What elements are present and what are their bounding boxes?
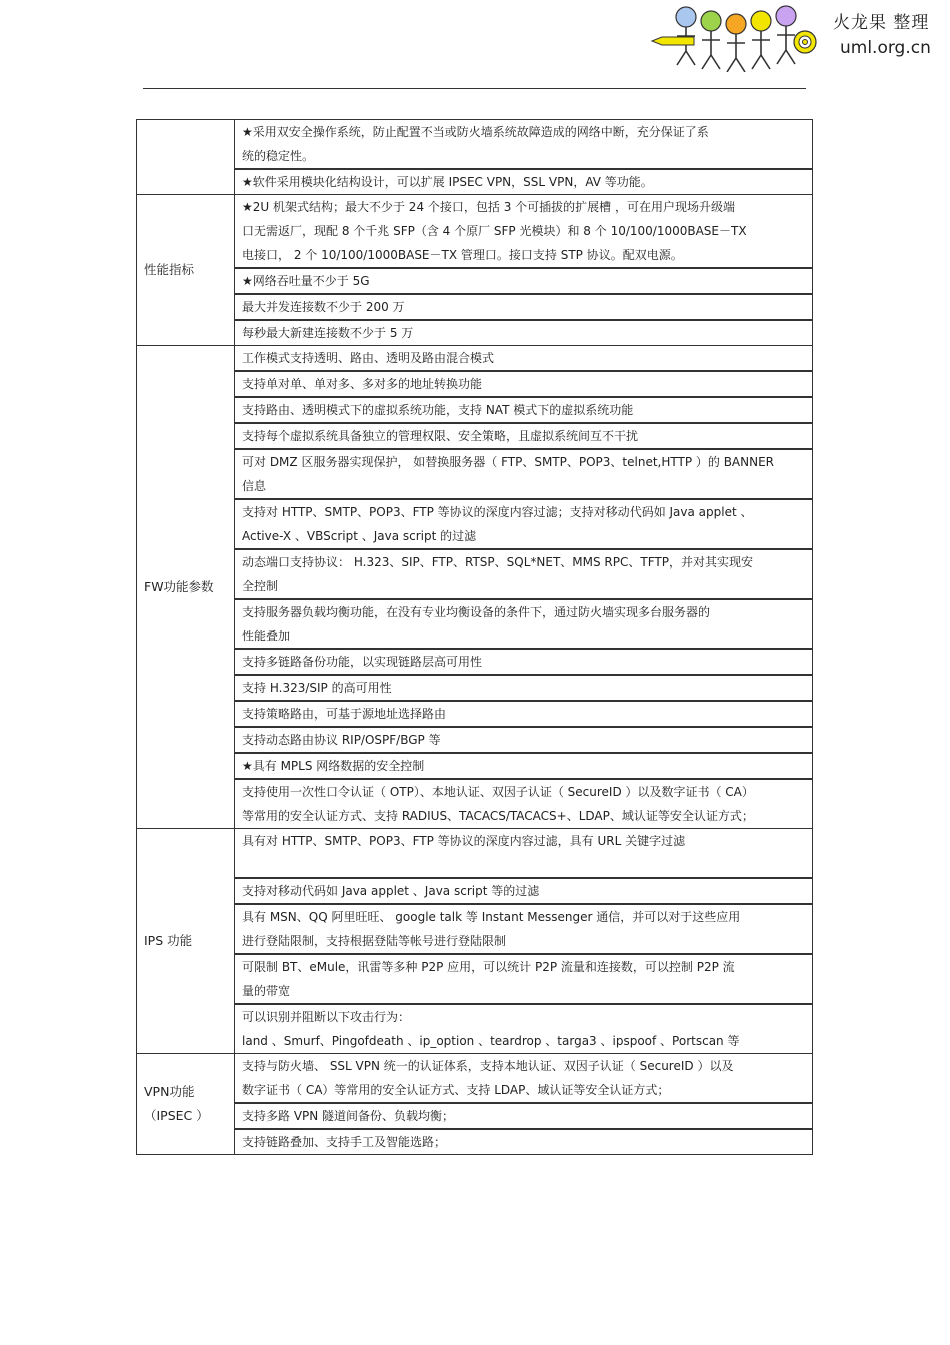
spec-item-cell <box>235 779 813 829</box>
spec-row <box>137 268 813 294</box>
section-category-cell <box>137 829 235 1054</box>
spec-row <box>137 549 813 599</box>
section-category-cell <box>137 120 235 195</box>
spec-item-cell <box>235 878 813 904</box>
header-divider <box>143 88 806 89</box>
spec-row <box>137 1054 813 1104</box>
spec-row <box>137 727 813 753</box>
spec-row <box>137 701 813 727</box>
logo-figure-body <box>752 31 770 69</box>
spec-item-cell <box>235 268 813 294</box>
spec-item-line: 具有 MSN、QQ 阿里旺旺、 google talk 等 Instant Messenger 通信，并可以对于这些应用 <box>242 910 741 924</box>
spec-row <box>137 878 813 904</box>
spec-item-cell <box>235 701 813 727</box>
spec-row <box>137 779 813 829</box>
logo-figure-body <box>777 26 795 64</box>
spec-item-cell <box>235 727 813 753</box>
spec-item-cell <box>235 195 813 269</box>
spec-item-line: 工作模式支持透明、路由、透明及路由混合模式 <box>242 351 495 365</box>
spec-item-line: 支持服务器负载均衡功能，在没有专业均衡设备的条件下，通过防火墙实现多台服务器的 <box>242 605 711 619</box>
spec-item-line: 量的带宽 <box>242 984 291 998</box>
spec-row <box>137 499 813 549</box>
spec-row <box>137 753 813 779</box>
spec-item-line: 支持多路 VPN 隧道间备份、负载均衡； <box>242 1109 455 1123</box>
spec-item-cell <box>235 169 813 195</box>
spec-item-line: 支持单对单、单对多、多对多的地址转换功能 <box>242 377 483 391</box>
spec-item-cell <box>235 649 813 675</box>
spec-item-line: 性能叠加 <box>242 629 291 643</box>
spec-item-cell <box>235 397 813 423</box>
section-category-cell <box>137 195 235 346</box>
spec-item-cell <box>235 120 813 170</box>
section-category-cell <box>137 346 235 829</box>
section-category-label: 性能指标 <box>144 262 195 277</box>
spec-row <box>137 397 813 423</box>
spec-item-line: 具有对 HTTP、SMTP、POP3、FTP 等协议的深度内容过滤，具有 URL 关键字过滤 <box>242 834 686 848</box>
spec-row <box>137 195 813 269</box>
spec-item-cell <box>235 1129 813 1155</box>
spec-item-line: 支持对 HTTP、SMTP、POP3、FTP 等协议的深度内容过滤；支持对移动代码如 Java applet 、 <box>242 505 753 519</box>
spec-item-line: 可对 DMZ 区服务器实现保护， 如替换服务器（ FTP、SMTP、POP3、telnet,HTTP ）的 BANNER <box>242 455 775 469</box>
logo-figure-body <box>677 27 695 65</box>
spec-item-line: 电接口， 2 个 10/100/1000BASE－TX 管理口。接口支持 STP 协议。配双电源。 <box>242 248 683 262</box>
spec-item-line: ★具有 MPLS 网络数据的安全控制 <box>242 759 425 773</box>
spec-item-line: 每秒最大新建连接数不少于 5 万 <box>242 326 414 340</box>
logo-figure-head <box>701 11 721 31</box>
spec-item-line: 动态端口支持协议： H.323、SIP、FTP、RTSP、SQL*NET、MMS RPC、TFTP，并对其实现安 <box>242 555 753 569</box>
spec-row <box>137 829 813 879</box>
spec-item-cell <box>235 449 813 499</box>
spec-item-line: 支持对移动代码如 Java applet 、Java script 等的过滤 <box>242 884 540 898</box>
brand-title: 火龙果 整理 <box>833 13 930 33</box>
spec-item-line: 支持路由、透明模式下的虚拟系统功能，支持 NAT 模式下的虚拟系统功能 <box>242 403 634 417</box>
spec-item-line: 支持策略路由，可基于源地址选择路由 <box>242 707 447 721</box>
spec-item-line: 最大并发连接数不少于 200 万 <box>242 300 405 314</box>
spec-row <box>137 599 813 649</box>
spec-item-cell <box>235 753 813 779</box>
spec-item-cell <box>235 423 813 449</box>
spec-item-line: 可以识别并阻断以下攻击行为： <box>242 1010 411 1024</box>
spec-item-cell <box>235 371 813 397</box>
logo-pencil-icon <box>652 37 694 45</box>
spec-item-line: ★2U 机架式结构；最大不少于 24 个接口，包括 3 个可插拔的扩展槽 ，可在用户现场升级端 <box>242 200 735 214</box>
logo-figure-head <box>726 14 746 34</box>
spec-item-line: ★网络吞吐量不少于 5G <box>242 274 370 288</box>
logo-figure-body <box>727 34 745 72</box>
spec-item-line: 可限制 BT、eMule，讯雷等多种 P2P 应用，可以统计 P2P 流量和连接数，可以控制 P2P 流 <box>242 960 735 974</box>
spec-item-line: 数字证书（ CA）等常用的安全认证方式、支持 LDAP、域认证等安全认证方式； <box>242 1083 670 1097</box>
spec-row <box>137 423 813 449</box>
spec-item-line: land 、Smurf、Pingofdeath 、ip_option 、teardrop 、targa3 、ipspoof 、Portscan 等 <box>242 1034 740 1048</box>
spec-item-line: 支持动态路由协议 RIP/OSPF/BGP 等 <box>242 733 441 747</box>
spec-item-line <box>242 853 808 877</box>
spec-item-line: 信息 <box>242 479 267 493</box>
spec-row <box>137 1103 813 1129</box>
spec-row <box>137 904 813 954</box>
spec-item-cell <box>235 294 813 320</box>
spec-row <box>137 1004 813 1054</box>
spec-item-cell <box>235 1054 813 1104</box>
spec-item-cell <box>235 829 813 879</box>
spec-item-cell <box>235 1004 813 1054</box>
spec-item-line: 口无需返厂，现配 8 个千兆 SFP（含 4 个原厂 SFP 光模块）和 8 个 10/100/1000BASE－TX <box>242 224 747 238</box>
spec-row <box>137 169 813 195</box>
logo <box>650 4 825 72</box>
spec-row <box>137 649 813 675</box>
spec-item-line: 支持多链路备份功能，以实现链路层高可用性 <box>242 655 483 669</box>
spec-item-line: 统的稳定性。 <box>242 149 315 163</box>
spec-item-cell <box>235 320 813 346</box>
spec-item-line: 等常用的安全认证方式、支持 RADIUS、TACACS/TACACS+、LDAP、域认证等安全认证方式； <box>242 809 754 823</box>
spec-item-line: 全控制 <box>242 579 279 593</box>
spec-item-line: ★软件采用模块化结构设计，可以扩展 IPSEC VPN，SSL VPN，AV 等功能。 <box>242 175 653 189</box>
spec-row <box>137 294 813 320</box>
spec-item-cell <box>235 904 813 954</box>
brand-url[interactable]: uml.org.cn <box>840 38 931 58</box>
logo-figure-head <box>776 6 796 26</box>
spec-table <box>136 119 813 1155</box>
spec-row <box>137 371 813 397</box>
logo-figure-body <box>702 31 720 69</box>
logo-figure-head <box>676 7 696 27</box>
spec-item-cell <box>235 499 813 549</box>
section-category-label: VPN功能 <box>144 1084 195 1099</box>
logo-figure-head <box>751 11 771 31</box>
spec-item-cell <box>235 549 813 599</box>
spec-item-cell <box>235 599 813 649</box>
spec-row <box>137 675 813 701</box>
spec-item-line: 支持与防火墙、 SSL VPN 统一的认证体系，支持本地认证、双因子认证（ SecureID ）以及 <box>242 1059 734 1073</box>
section-category-label: IPS 功能 <box>144 933 193 948</box>
logo-target-icon <box>794 31 816 53</box>
spec-item-line: 支持链路叠加、支持手工及智能选路； <box>242 1135 447 1149</box>
spec-table-body <box>137 120 813 1155</box>
spec-item-cell <box>235 346 813 372</box>
spec-row <box>137 1129 813 1155</box>
section-category-cell <box>137 1054 235 1155</box>
section-category-label: FW功能参数 <box>144 579 214 594</box>
spec-item-line: Active-X 、VBScript 、Java script 的过滤 <box>242 529 477 543</box>
section-category-label: （IPSEC ） <box>144 1108 209 1123</box>
spec-item-cell <box>235 954 813 1004</box>
spec-row <box>137 449 813 499</box>
spec-row <box>137 120 813 170</box>
spec-row <box>137 320 813 346</box>
spec-item-line: 进行登陆限制，支持根据登陆等帐号进行登陆限制 <box>242 934 507 948</box>
spec-item-line: 支持 H.323/SIP 的高可用性 <box>242 681 392 695</box>
spec-item-line: 支持每个虚拟系统具备独立的管理权限、安全策略，且虚拟系统间互不干扰 <box>242 429 639 443</box>
spec-item-cell <box>235 675 813 701</box>
spec-row <box>137 346 813 372</box>
spec-item-line: 支持使用一次性口令认证（ OTP）、本地认证、双因子认证（ SecureID ）以及数字证书（ CA） <box>242 785 754 799</box>
spec-item-line: ★采用双安全操作系统，防止配置不当或防火墙系统故障造成的网络中断，充分保证了系 <box>242 125 709 139</box>
spec-item-cell <box>235 1103 813 1129</box>
spec-row <box>137 954 813 1004</box>
